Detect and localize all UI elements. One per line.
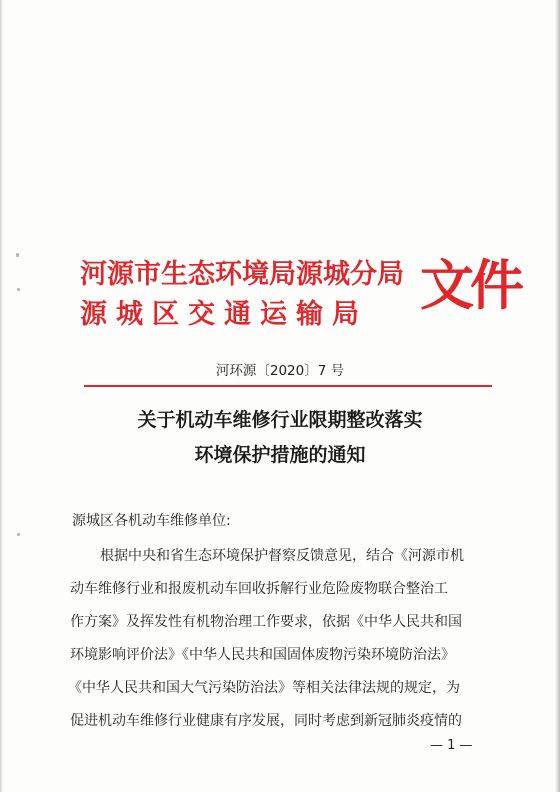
salutation: 源城区各机动车维修单位: — [72, 513, 231, 529]
paragraph-line: 环境影响评价法》《中华人民共和国固体废物污染环境防治法》 — [70, 647, 455, 663]
scan-mark — [16, 253, 19, 257]
document-number: 河环源〔2020〕7 号 — [215, 363, 345, 379]
masthead-document-type: 文件 — [420, 253, 520, 317]
scan-mark — [17, 288, 20, 291]
masthead-org-line-1: 河源市生态环境局源城分局 — [80, 259, 404, 290]
paragraph-line: 根据中央和省生态环境保护督察反馈意见，结合《河源市机 — [100, 548, 464, 564]
paragraph-line: 动车维修行业和报废机动车回收拆解行业危险废物联合整治工 — [70, 581, 448, 597]
scan-mark — [17, 533, 20, 536]
masthead-org-line-2: 源城区交通运输局 — [80, 299, 368, 330]
paragraph-line: 《中华人民共和国大气污染防治法》等相关法律法规的规定，为 — [68, 680, 460, 696]
red-separator-line — [84, 385, 492, 387]
paragraph-line: 促进机动车维修行业健康有序发展，同时考虑到新冠肺炎疫情的 — [70, 713, 462, 729]
paragraph-line: 作方案》及挥发性有机物治理工作要求，依据《中华人民共和国 — [70, 614, 462, 630]
document-title-line-1: 关于机动车维修行业限期整改落实 — [137, 409, 423, 431]
document-title-line-2: 环境保护措施的通知 — [194, 444, 366, 466]
page-number: — 1 — — [430, 738, 473, 753]
